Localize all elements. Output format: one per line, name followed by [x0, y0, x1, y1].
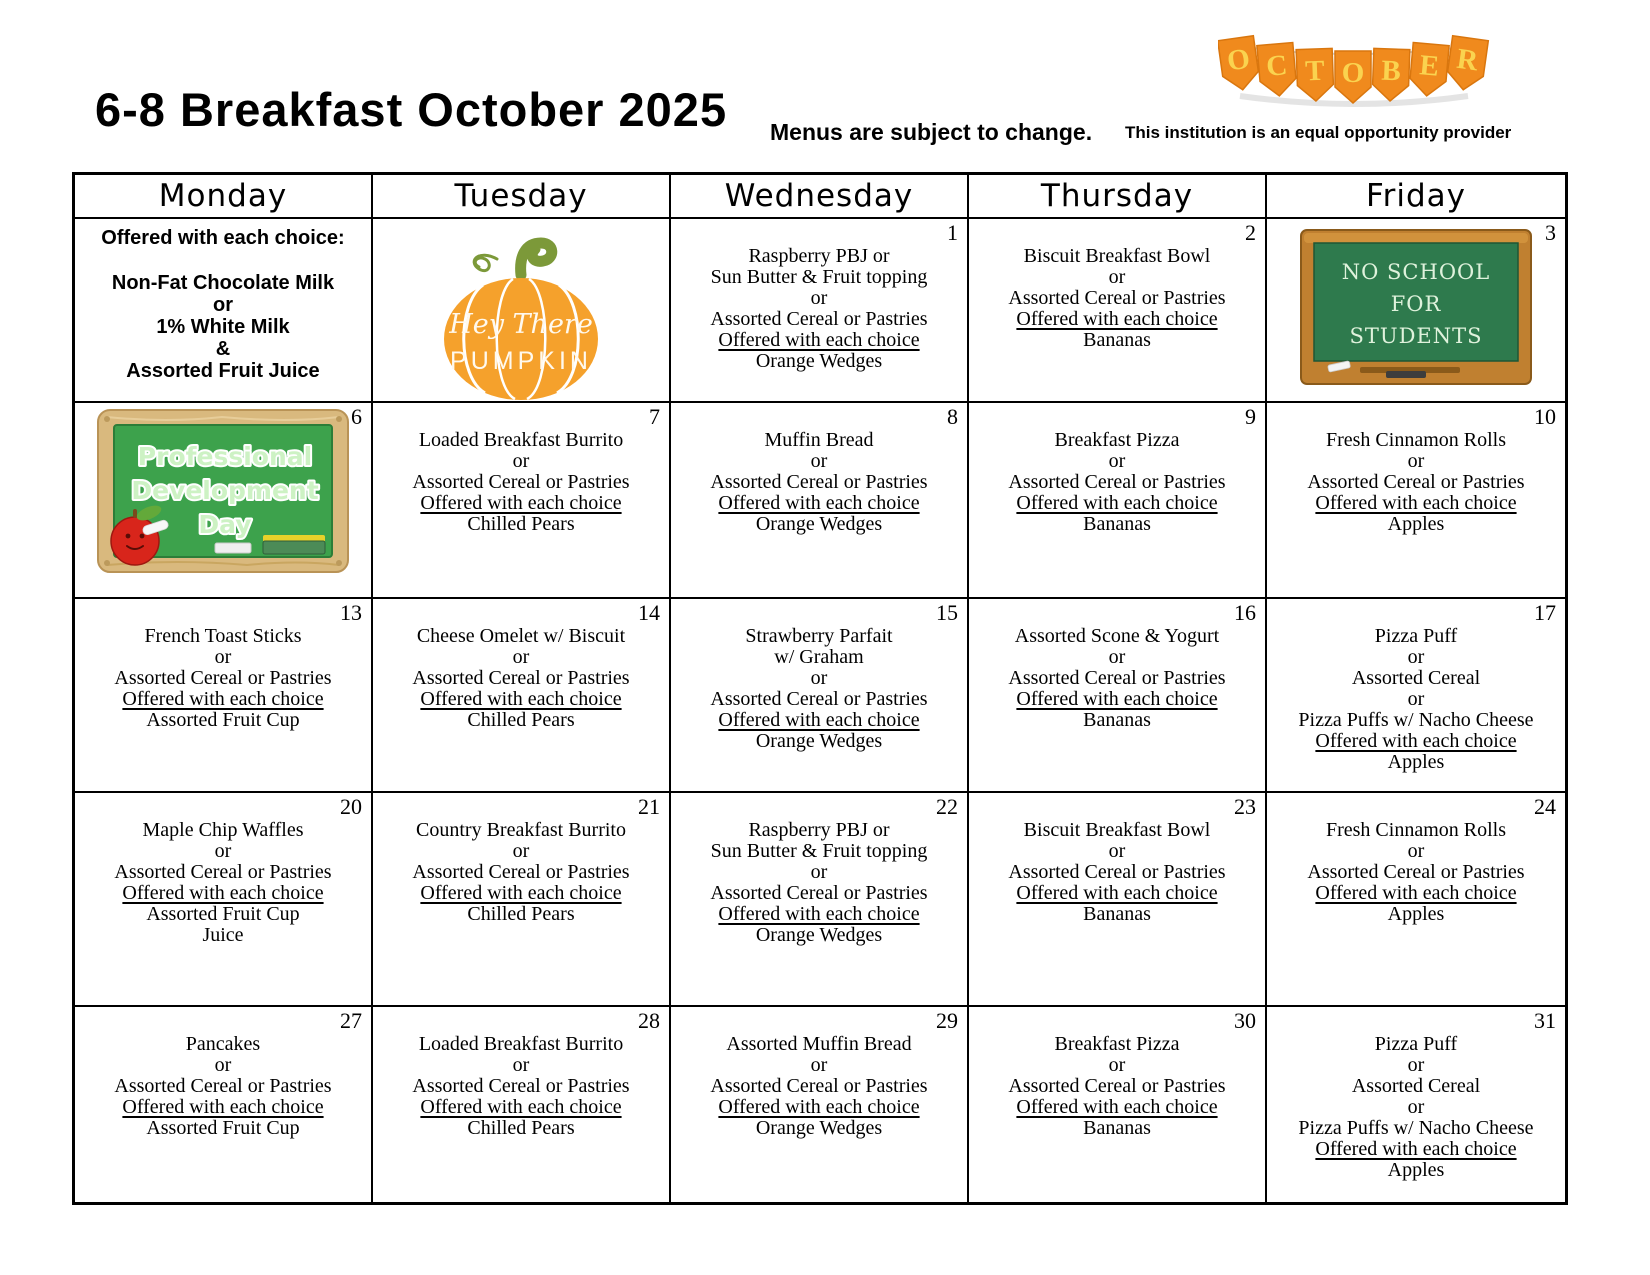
menu-line: Bananas [1083, 709, 1151, 731]
menu-line: Maple Chip Waffles [142, 819, 304, 841]
day-header-thursday: Thursday [969, 175, 1267, 219]
menu-line: Orange Wedges [755, 924, 883, 946]
menu-line: Offered with each choice [420, 1096, 622, 1118]
menu-line: Biscuit Breakfast Bowl [1023, 819, 1211, 841]
menu-cell-day-30 [969, 1007, 1267, 1202]
menu-line: or [214, 646, 232, 668]
menu-line: Offered with each choice [122, 882, 324, 904]
day-header-wednesday: Wednesday [671, 175, 969, 219]
pumpkin-text-line1: Hey There [449, 309, 593, 340]
info-line: & [215, 338, 231, 360]
menu-line: Pizza Puff [1374, 625, 1458, 647]
day-number: 10 [1534, 404, 1556, 429]
menu-line: or [512, 840, 530, 862]
menu-line: Juice [202, 924, 244, 946]
menu-line: or [512, 646, 530, 668]
menu-line: Orange Wedges [755, 513, 883, 535]
menu-cell-day-20 [75, 793, 373, 1007]
banner-letter: C [1264, 49, 1289, 83]
day-number: 16 [1234, 600, 1256, 625]
menu-line: Offered with each choice [420, 492, 622, 514]
menu-line: Assorted Cereal or Pastries [1008, 861, 1226, 883]
menu-line: Offered with each choice [718, 492, 920, 514]
menu-line: Chilled Pears [467, 1117, 575, 1139]
day-number: 9 [1245, 404, 1256, 429]
professional-development-chalkboard-icon [97, 409, 349, 573]
menu-line: or [810, 1054, 828, 1076]
day-header-monday: Monday [75, 175, 373, 219]
page-title: 6-8 Breakfast October 2025 [95, 83, 728, 136]
october-banner-image [1218, 34, 1490, 113]
menu-line: Assorted Cereal or Pastries [710, 688, 928, 710]
menu-line: or [214, 840, 232, 862]
hey-there-pumpkin-icon [427, 227, 615, 401]
menu-line: Orange Wedges [755, 350, 883, 372]
menu-line: Assorted Fruit Cup [146, 1117, 300, 1139]
menu-line: or [214, 1054, 232, 1076]
menu-calendar [72, 172, 1568, 1205]
menu-line: Pancakes [185, 1033, 261, 1055]
no-school-chalkboard-icon [1300, 229, 1532, 389]
menu-line: Assorted Cereal [1351, 667, 1481, 689]
menu-line: Orange Wedges [755, 1117, 883, 1139]
pd-line1: Professional [137, 442, 313, 471]
menu-line: Offered with each choice [1315, 730, 1517, 752]
day-number: 1 [947, 220, 958, 245]
day-number: 28 [638, 1008, 660, 1033]
menu-cell-day-8 [671, 403, 969, 599]
menu-cell-day-31 [1267, 1007, 1565, 1202]
menu-line: or [810, 861, 828, 883]
day-number: 2 [1245, 220, 1256, 245]
menu-line: Offered with each choice [420, 688, 622, 710]
day-header-friday: Friday [1267, 175, 1565, 219]
menu-line: Assorted Fruit Cup [146, 709, 300, 731]
menu-line: Offered with each choice [718, 709, 920, 731]
menu-cell-day-13 [75, 599, 373, 793]
menu-cell-day-22 [671, 793, 969, 1007]
menu-line: Assorted Cereal or Pastries [1008, 1075, 1226, 1097]
menu-cell-day-24 [1267, 793, 1565, 1007]
menu-line: Biscuit Breakfast Bowl [1023, 245, 1211, 267]
no-school-line2: FOR [1390, 292, 1442, 316]
menu-line: Offered with each choice [1315, 1138, 1517, 1160]
day-number: 30 [1234, 1008, 1256, 1033]
info-line: or [213, 294, 233, 316]
menu-line: Offered with each choice [1315, 882, 1517, 904]
menu-line: Raspberry PBJ or [748, 245, 890, 267]
menu-line: Offered with each choice [1016, 492, 1218, 514]
banner-letter: O [1341, 57, 1365, 89]
image-cell-day-6 [75, 403, 373, 599]
menu-line: Assorted Cereal or Pastries [1307, 861, 1525, 883]
menu-line: Bananas [1083, 1117, 1151, 1139]
menu-line: Offered with each choice [122, 1096, 324, 1118]
pumpkin-text-line2: PUMPKIN [450, 347, 592, 375]
menu-line: or [1108, 266, 1126, 288]
menu-line: Sun Butter & Fruit topping [710, 840, 928, 862]
info-line: Assorted Fruit Juice [126, 360, 320, 382]
banner-letter: E [1418, 49, 1441, 83]
day-number: 3 [1545, 220, 1556, 245]
day-number: 13 [340, 600, 362, 625]
menu-line: or [1407, 646, 1425, 668]
day-number: 21 [638, 794, 660, 819]
menu-line: Strawberry Parfait [745, 625, 893, 647]
menu-line: Offered with each choice [1016, 882, 1218, 904]
menu-line: Assorted Cereal or Pastries [710, 882, 928, 904]
menu-line: Bananas [1083, 513, 1151, 535]
equal-opportunity-note: This institution is an equal opportunity provider [1125, 123, 1512, 142]
pd-line2: Development [131, 476, 319, 505]
menu-line: Chilled Pears [467, 709, 575, 731]
menu-line: Pizza Puffs w/ Nacho Cheese [1298, 709, 1534, 731]
day-number: 24 [1534, 794, 1556, 819]
menu-line: or [1407, 688, 1425, 710]
menu-line: Breakfast Pizza [1054, 429, 1180, 451]
menu-line: Assorted Cereal or Pastries [1008, 471, 1226, 493]
menu-line: Raspberry PBJ or [748, 819, 890, 841]
menu-line: Fresh Cinnamon Rolls [1325, 429, 1506, 451]
menu-line: Offered with each choice [122, 688, 324, 710]
banner-letter: B [1380, 54, 1402, 88]
menu-line: Assorted Fruit Cup [146, 903, 300, 925]
day-number: 15 [936, 600, 958, 625]
menus-change-note: Menus are subject to change. [770, 119, 1093, 145]
menu-line: or [1407, 1096, 1425, 1118]
menu-line: Assorted Cereal or Pastries [114, 861, 332, 883]
day-number: 7 [649, 404, 660, 429]
menu-line: Assorted Cereal or Pastries [412, 1075, 630, 1097]
menu-line: or [810, 667, 828, 689]
menu-line: Offered with each choice [1016, 308, 1218, 330]
menu-line: Chilled Pears [467, 513, 575, 535]
info-heading: Offered with each choice: [101, 227, 345, 249]
no-school-line3: STUDENTS [1349, 324, 1483, 348]
banner-letter: T [1304, 54, 1326, 88]
day-number: 27 [340, 1008, 362, 1033]
day-number: 17 [1534, 600, 1556, 625]
pd-line3: Day [198, 510, 252, 539]
menu-line: or [1108, 646, 1126, 668]
menu-line: Pizza Puffs w/ Nacho Cheese [1298, 1117, 1534, 1139]
day-header-tuesday: Tuesday [373, 175, 671, 219]
day-number: 31 [1534, 1008, 1556, 1033]
day-number: 20 [340, 794, 362, 819]
day-number: 6 [351, 404, 362, 429]
menu-line: Offered with each choice [718, 903, 920, 925]
info-line: 1% White Milk [156, 316, 290, 338]
menu-line: Offered with each choice [1016, 688, 1218, 710]
menu-cell-day-27 [75, 1007, 373, 1202]
menu-line: or [512, 1054, 530, 1076]
menu-line: Country Breakfast Burrito [416, 819, 626, 841]
menu-line: or [1407, 450, 1425, 472]
banner-letter: O [1225, 42, 1252, 78]
menu-cell-day-15 [671, 599, 969, 793]
menu-line: French Toast Sticks [144, 625, 302, 647]
menu-line: or [810, 450, 828, 472]
day-number: 22 [936, 794, 958, 819]
menu-line: Apples [1387, 903, 1445, 925]
menu-cell-day-29 [671, 1007, 969, 1202]
menu-line: w/ Graham [774, 646, 864, 668]
menu-line: Assorted Scone & Yogurt [1014, 625, 1220, 647]
info-line: Non-Fat Chocolate Milk [111, 272, 335, 294]
menu-cell-day-17 [1267, 599, 1565, 793]
banner-letter: R [1454, 42, 1481, 78]
image-cell-day-3 [1267, 219, 1565, 403]
menu-line: Breakfast Pizza [1054, 1033, 1180, 1055]
menu-line: Assorted Cereal or Pastries [710, 308, 928, 330]
menu-line: Assorted Cereal or Pastries [1307, 471, 1525, 493]
menu-line: Offered with each choice [718, 329, 920, 351]
menu-line: Assorted Cereal or Pastries [710, 471, 928, 493]
menu-line: Offered with each choice [718, 1096, 920, 1118]
menu-cell-day-2 [969, 219, 1267, 403]
menu-cell-day-14 [373, 599, 671, 793]
menu-line: Loaded Breakfast Burrito [418, 429, 624, 451]
menu-line: Sun Butter & Fruit topping [710, 266, 928, 288]
menu-cell-day-9 [969, 403, 1267, 599]
menu-line: Offered with each choice [1315, 492, 1517, 514]
menu-line: or [1407, 1054, 1425, 1076]
menu-line: Offered with each choice [1016, 1096, 1218, 1118]
menu-cell-day-7 [373, 403, 671, 599]
menu-line: Orange Wedges [755, 730, 883, 752]
info-cell [75, 219, 373, 403]
menu-line: or [1108, 450, 1126, 472]
menu-line: or [810, 287, 828, 309]
menu-line: Muffin Bread [764, 429, 874, 451]
menu-line: Assorted Cereal or Pastries [412, 667, 630, 689]
menu-line: Assorted Cereal or Pastries [1008, 287, 1226, 309]
menu-line: Assorted Cereal or Pastries [710, 1075, 928, 1097]
menu-cell-day-16 [969, 599, 1267, 793]
menu-line: Assorted Cereal [1351, 1075, 1481, 1097]
menu-line: Apples [1387, 751, 1445, 773]
menu-line: or [1108, 840, 1126, 862]
menu-line: or [1108, 1054, 1126, 1076]
day-number: 29 [936, 1008, 958, 1033]
menu-line: Pizza Puff [1374, 1033, 1458, 1055]
menu-line: Offered with each choice [420, 882, 622, 904]
day-number: 23 [1234, 794, 1256, 819]
no-school-line1: NO SCHOOL [1341, 260, 1491, 284]
menu-line: Assorted Muffin Bread [726, 1033, 912, 1055]
day-number: 14 [638, 600, 660, 625]
october-banner-icon [1218, 34, 1490, 108]
day-number: 8 [947, 404, 958, 429]
menu-line: Bananas [1083, 903, 1151, 925]
image-cell [373, 219, 671, 403]
menu-cell-day-21 [373, 793, 671, 1007]
menu-cell-day-10 [1267, 403, 1565, 599]
menu-line: Fresh Cinnamon Rolls [1325, 819, 1506, 841]
menu-line: or [1407, 840, 1425, 862]
menu-line: Assorted Cereal or Pastries [1008, 667, 1226, 689]
menu-line: Apples [1387, 513, 1445, 535]
menu-line: Assorted Cereal or Pastries [114, 667, 332, 689]
menu-cell-day-28 [373, 1007, 671, 1202]
menu-line: Apples [1387, 1159, 1445, 1181]
menu-line: Assorted Cereal or Pastries [412, 861, 630, 883]
menu-line: Assorted Cereal or Pastries [114, 1075, 332, 1097]
menu-line: Cheese Omelet w/ Biscuit [416, 625, 626, 647]
menu-cell-day-23 [969, 793, 1267, 1007]
menu-cell-day-1 [671, 219, 969, 403]
menu-line: Bananas [1083, 329, 1151, 351]
menu-line: Assorted Cereal or Pastries [412, 471, 630, 493]
menu-line: or [512, 450, 530, 472]
menu-line: Chilled Pears [467, 903, 575, 925]
menu-line: Loaded Breakfast Burrito [418, 1033, 624, 1055]
